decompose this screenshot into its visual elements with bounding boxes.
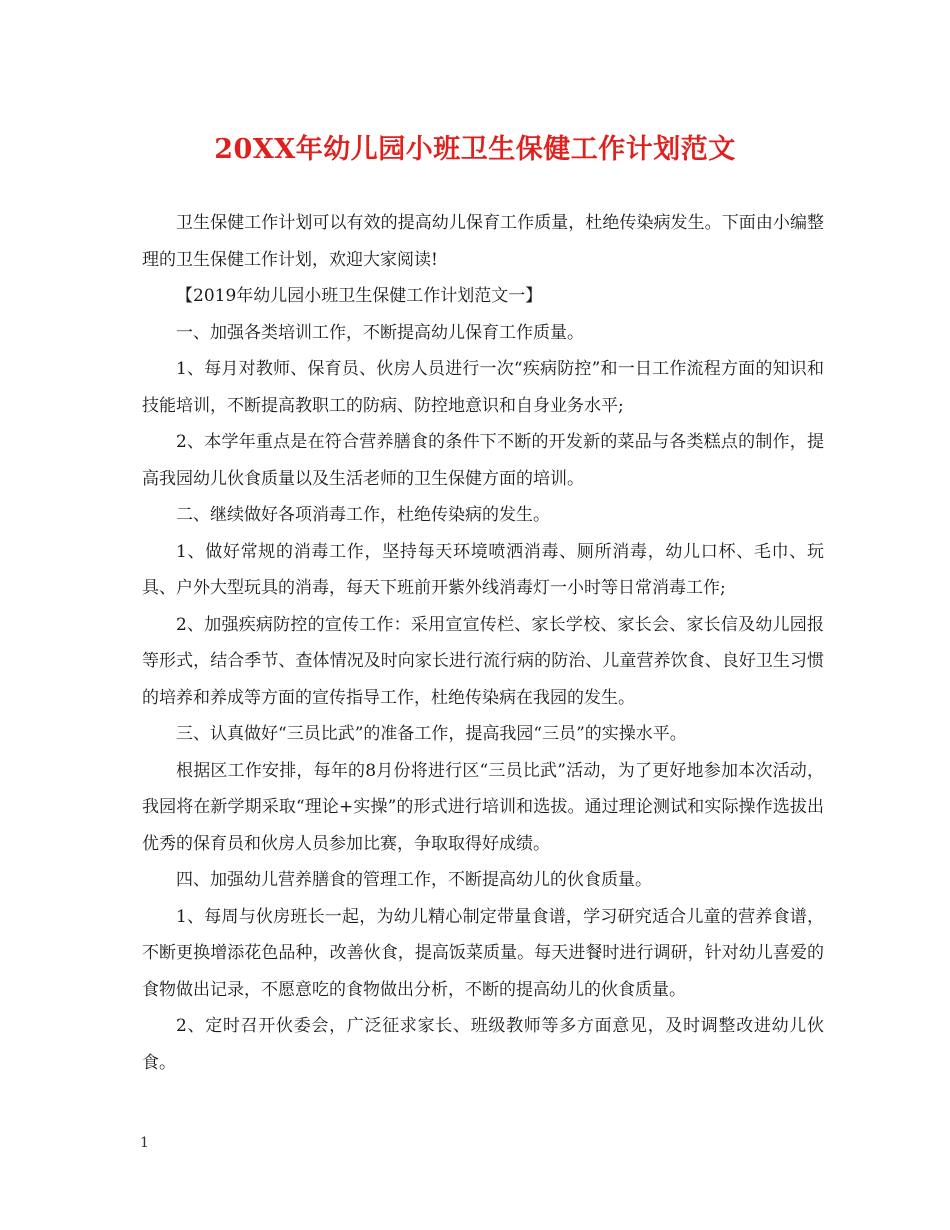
paragraph-disinfection-2: 2、加强疾病防控的宣传工作：采用宣宣传栏、家长学校、家长会、家长信及幼儿园报等形式，结合季节、查体情况及时向家长进行流行病的防治、儿童营养饮食、良好卫生习惯的培养和养成等方面的宣传指导工作，杜绝传染病在我园的发生。: [142, 614, 824, 708]
heading-training: 一、加强各类培训工作，不断提高幼儿保育工作质量。: [176, 322, 584, 343]
paragraph-training-2: 2、本学年重点是在符合营养膳食的条件下不断的开发新的菜品与各类糕点的制作，提高我园幼儿伙食质量以及生活老师的卫生保健方面的培训。: [142, 432, 824, 489]
document-title: 20XX年幼儿园小班卫生保健工作计划范文: [214, 134, 736, 165]
paragraph-nutrition-1: 1、每周与伙房班长一起，为幼儿精心制定带量食谱，学习研究适合儿童的营养食谱，不断更换增添花色品种，改善伙食，提高饭菜质量。每天进餐时进行调研，针对幼儿喜爱的食物做出记录，不愿意吃的食物做出分析，不断的提高幼儿的伙食质量。: [142, 906, 824, 1000]
intro-paragraph: 卫生保健工作计划可以有效的提高幼儿保育工作质量，杜绝传染病发生。下面由小编整理的卫生保健工作计划，欢迎大家阅读!: [142, 213, 824, 270]
heading-nutrition: 四、加强幼儿营养膳食的管理工作，不断提高幼儿的伙食质量。: [176, 870, 652, 890]
page-number: 1: [140, 1135, 149, 1151]
paragraph-training-1: 1、每月对教师、保育员、伙房人员进行一次“疾病防控”和一日工作流程方面的知识和技能培训，不断提高教职工的防病、防控地意识和自身业务水平;: [142, 359, 824, 416]
heading-competition: 三、认真做好“三员比武”的准备工作，提高我园“三员”的实操水平。: [176, 724, 687, 744]
paragraph-disinfection-1: 1、做好常规的消毒工作，坚持每天环境喷洒消毒、厕所消毒，幼儿口杯、毛巾、玩具、户外大型玩具的消毒，每天下班前开紫外线消毒灯一小时等日常消毒工作;: [142, 541, 824, 598]
section-heading-plan-one: 【2019年幼儿园小班卫生保健工作计划范文一】: [176, 286, 543, 306]
paragraph-nutrition-2: 2、定时召开伙委会，广泛征求家长、班级教师等多方面意见，及时调整改进幼儿伙食。: [142, 1016, 824, 1073]
paragraph-competition: 根据区工作安排，每年的8月份将进行区“三员比武”活动，为了更好地参加本次活动，我园将在新学期采取“理论+实操”的形式进行培训和选拔。通过理论测试和实际操作选拔出优秀的保育员和伙房人员参加比赛，争取取得好成绩。: [142, 760, 824, 854]
heading-disinfection: 二、继续做好各项消毒工作，杜绝传染病的发生。: [176, 505, 550, 525]
document-body: [142, 205, 824, 1081]
